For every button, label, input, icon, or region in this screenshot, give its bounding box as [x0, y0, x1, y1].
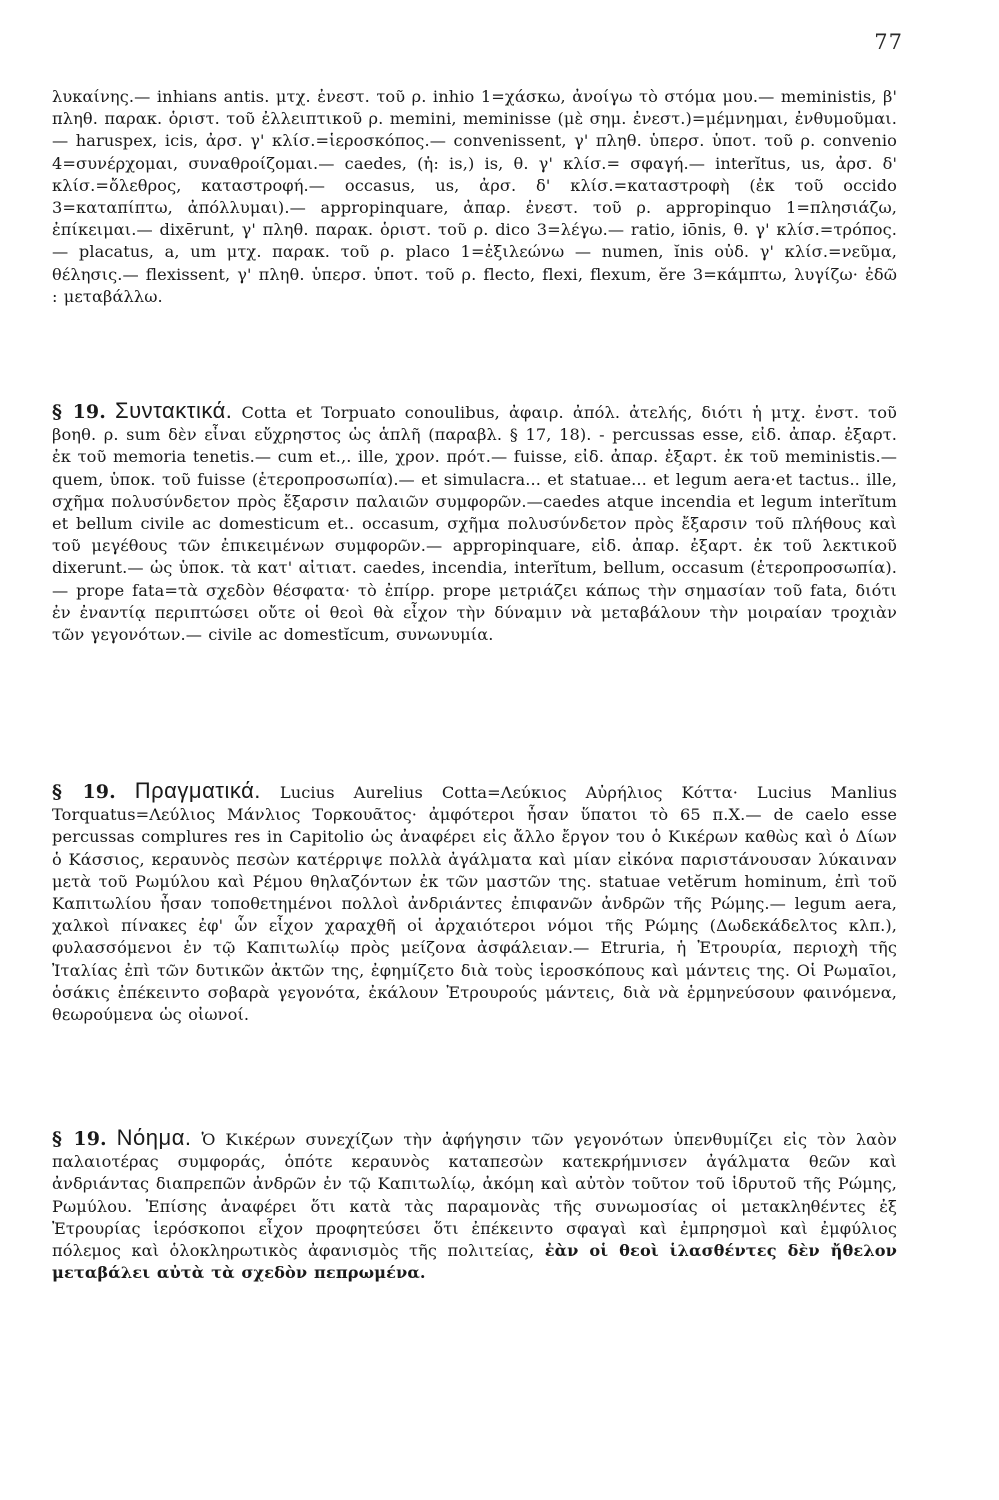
book-page — [52, 0, 903, 1500]
syntax-section — [52, 400, 897, 646]
meaning-text: Ὁ Κικέρων συνεχίζων τὴν ἀφήγησιν τῶν γεγονότων ὑπενθυμίζει εἰς τὸν λαὸν παλαιοτέρας συμφοράς, ὁπότε κεραυνὸς καταπεσὼν κατεκρήμνισεν ἀγάλματα θεῶν καὶ ἀνδριάντας διαπρεπῶν ἀνδρῶν ἐν τῷ Καπιτωλίῳ, ἀκόμη καὶ αὐτὸν τοῦτον τοῦ ἱδρυτοῦ τῆς Ρώμης, Ρωμύλου. Ἐπίσης ἀναφέρει ὅτι κατὰ τὰς παραμονὰς τῆς συνωμοσίας οἱ μετακληθέντες ἐξ Ἐτρουρίας ἱερόσκοποι εἶχον προφητεύσει ὅτι ἐπέκειντο σφαγαὶ καὶ ἐμπρησμοὶ καὶ ἐμφύλιος πόλεμος καὶ ὁλοκληρωτικὸς ἀφανισμὸς τῆς πολιτείας, — [52, 1130, 897, 1261]
meaning-heading — [52, 1125, 201, 1150]
vocabulary-notes — [52, 86, 897, 308]
realia-heading — [52, 778, 280, 803]
section-title: Νόημα. — [116, 1125, 192, 1150]
vocabulary-text: λυκαίνης.— inhians antis. μτχ. ἐνεστ. τοῦ ρ. inhio 1=χάσκω, ἀνοίγω τὸ στόμα μου.— meministis, β' πληθ. παρακ. ὁριστ. τοῦ ἐλλειπτικοῦ ρ. memini, meminisse (μὲ σημ. ἐνεστ.)=μέμνημαι, ἐνθυμοῦμαι.— haruspex, icis, ἀρσ. γ' κλίσ.=ἱεροσκόπος.— convenissent, γ' πληθ. ὑπερσ. ὑποτ. τοῦ ρ. convenio 4=συνέρχομαι, συναθροίζομαι.— caedes, (ἡ: is,) is, θ. γ' κλίσ.= σφαγή.— interĭtus, us, ἀρσ. δ' κλίσ.=ὄλεθρος, καταστροφή.— occasus, us, ἀρσ. δ' κλίσ.=καταστροφὴ (ἐκ τοῦ occido 3=καταπίπτω, ἀπόλλυμαι).— appropinquare, ἀπαρ. ἐνεστ. τοῦ ρ. appropinquo 1=πλησιάζω, ἐπίκειμαι.— dixērunt, γ' πληθ. παρακ. ὁριστ. τοῦ ρ. dico 3=λέγω.— ratio, iōnis, θ. γ' κλίσ.=τρόπος.— placatus, a, um μτχ. παρακ. τοῦ ρ. placo 1=ἐξιλεώνω — numen, ĭnis οὐδ. γ' κλίσ.=νεῦμα, θέλησις.— flexissent, γ' πληθ. ὑπερσ. ὑποτ. τοῦ ρ. flecto, flexi, flexum, ĕre 3=κάμπτω, λυγίζω· ἐδῶ : μεταβάλλω. — [52, 87, 897, 306]
section-mark: § 19. — [52, 781, 116, 803]
syntax-text: Cotta et Torpuato conoulibus, ἀφαιρ. ἀπόλ. ἀτελής, διότι ἡ μτχ. ἐνστ. τοῦ βοηθ. ρ. sum δὲν εἶναι εὔχρηστος ὡς ἁπλῆ (παραβλ. § 17, 18). - percussas esse, εἰδ. ἀπαρ. ἐξαρτ. ἐκ τοῦ memoria tenetis.— cum et.,. ille, χρον. πρότ.— fuisse, εἰδ. ἀπαρ. ἐξαρτ. ἐκ τοῦ meministis.— quem, ὑποκ. τοῦ fuisse (ἑτεροπροσωπία).— et simulacra... et statuae... et legum aera·et tactus.. ille, σχῆμα πολυσύνδετον πρὸς ἔξαρσιν παλαιῶν συμφορῶν.—caedes atque incendia et legum interĭtum et bellum civile ac domesticum et.. occasum, σχῆμα πολυσύνδετον πρὸς ἔξαρσιν τοῦ πλήθους καὶ τοῦ μεγέθους τῶν ἐπικειμένων συμφορῶν.— appropinquare, εἰδ. ἀπαρ. ἐξαρτ. ἐκ τοῦ λεκτικοῦ dixerunt.— ὡς ὑποκ. τὰ κατ' αἰτιατ. caedes, incendia, interĭtum, bellum, occasum (ἑτεροπροσωπία).— prope fata=τὰ σχεδὸν θέσφατα· τὸ ἐπίρρ. prope μετριάζει κάπως τὴν σημασίαν τοῦ fata, διότι ἐν ἐναντίᾳ περιπτώσει οὔτε οἱ θεοὶ θὰ εἶχον τὴν δύναμιν νὰ μεταβάλουν τὴν μοιραίαν τροχιὰν τῶν γεγονότων.— civile ac domestĭcum, συνωνυμία. — [52, 403, 897, 645]
section-mark: § 19. — [52, 1128, 107, 1150]
section-title: Πραγματικά. — [134, 778, 261, 803]
page-number: 77 — [874, 30, 903, 54]
section-mark: § 19. — [52, 401, 106, 423]
section-title: Συντακτικά. — [115, 398, 233, 423]
syntax-heading — [52, 398, 241, 423]
realia-text: Lucius Aurelius Cotta=Λεύκιος Αὐρήλιος Κόττα· Lucius Manlius Torquatus=Λεύλιος Μάνλιος Τορκουᾶτος· ἀμφότεροι ἦσαν ὕπατοι τὸ 65 π.Χ.— de caelo esse percussas complures res in Capitolio ὡς ἀναφέρει εἰς ἄλλο ἔργον του ὁ Κικέρων καθὼς καὶ ὁ Δίων ὁ Κάσσιος, κεραυνὸς πεσὼν κατέρριψε πολλὰ ἀγάλματα καὶ μίαν εἰκόνα παριστάνουσαν λύκαιναν μετὰ τοῦ Ρωμύλου καὶ Ρέμου θηλαζόντων ἐκ τῶν μαστῶν της. statuae vetĕrum hominum, ἐπὶ τοῦ Καπιτωλίου ἦσαν τοποθετημένοι πολλοὶ ἀνδριάντες ἐπιφανῶν ἀνδρῶν τῆς Ρώμης.— legum aera, χαλκοὶ πίνακες ἐφ' ὧν εἶχον χαραχθῆ οἱ ἀρχαιότεροι νόμοι τῆς Ρώμης (Δωδεκάδελτος κλπ.), φυλασσόμενοι ἐν τῷ Καπιτωλίῳ πρὸς μείζονα ἀσφάλειαν.— Etruria, ἡ Ἐτρουρία, περιοχὴ τῆς Ἰταλίας ἐπὶ τῶν δυτικῶν ἀκτῶν της, ἐφημίζετο διὰ τοὺς ἱεροσκόπους καὶ μάντεις της. Οἱ Ρωμαῖοι, ὁσάκις ἐπέκειντο σοβαρὰ γεγονότα, ἐκάλουν Ἐτρουρούς μάντεις, διὰ νὰ ἑρμηνεύσουν φαινόμενα, θεωρούμενα ὡς οἰωνοί. — [52, 783, 898, 1025]
meaning-text-bold: ἐὰν οἱ θεοὶ ἱλασθέντες δὲν ἤθελον μεταβάλει αὐτὰ τὰ σχεδὸν πεπρωμένα. — [52, 1241, 897, 1283]
meaning-section — [52, 1127, 897, 1284]
realia-section — [52, 780, 897, 1026]
